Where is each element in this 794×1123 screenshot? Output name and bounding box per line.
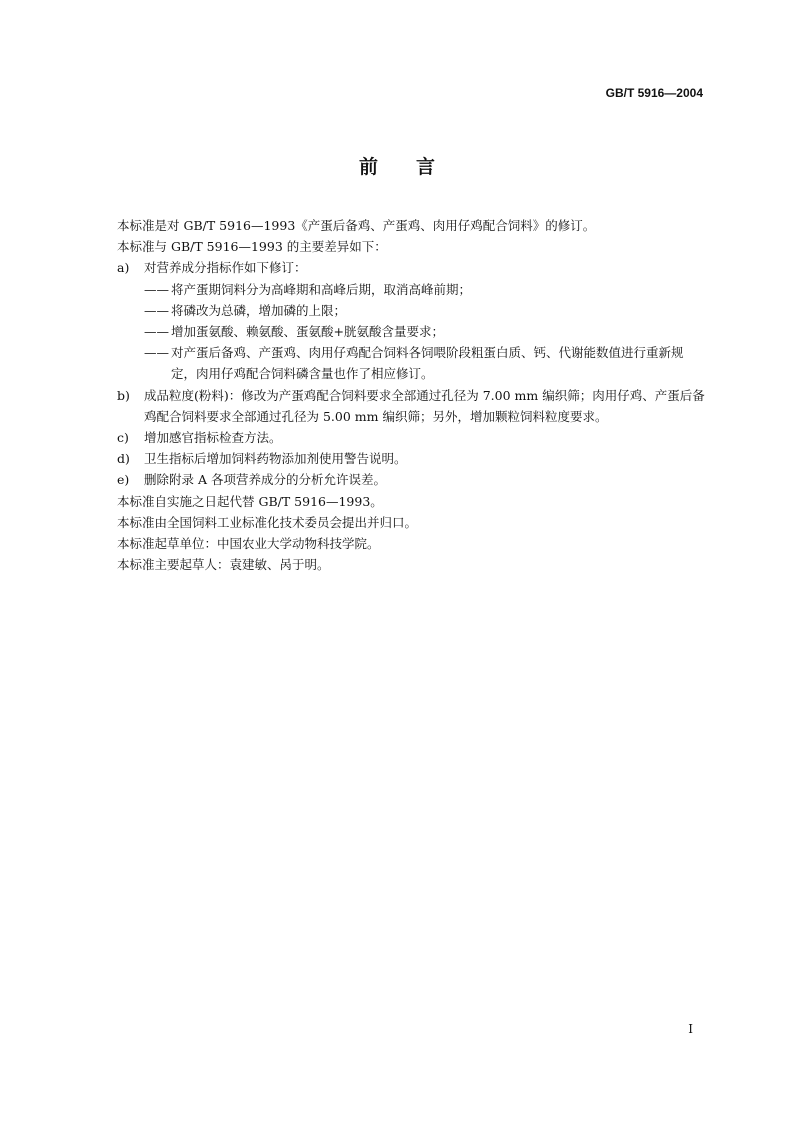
sub-item-3: [117, 321, 705, 342]
list-text-c: 增加感官指标检查方法。: [144, 430, 282, 446]
list-item-d: [117, 448, 705, 469]
list-marker-b: b): [117, 387, 130, 403]
closing-paragraph-2: 本标准由全国饲料工业标准化技术委员会提出并归口。: [117, 514, 418, 530]
list-text-b: 成品粒度(粉料)：修改为产蛋鸡配合饲料要求全部通过孔径为 7.00 mm 编织筛；肉用仔鸡、产蛋后备鸡配合饲料要求全部通过孔径为 5.00 mm 编织筛；另外，增加颗粒饲料粒度要求。: [144, 387, 705, 424]
dash-marker: ——: [144, 345, 169, 361]
sub-item-text: 将磷改为总磷，增加磷的上限；: [171, 302, 347, 318]
list-item-c: [117, 427, 705, 448]
intro-paragraph-1: 本标准是对 GB/T 5916—1993《产蛋后备鸡、产蛋鸡、肉用仔鸡配合饲料》的修订。: [117, 218, 596, 233]
dash-marker: ——: [144, 324, 169, 340]
dash-marker: ——: [144, 302, 169, 318]
sub-item-text: 将产蛋期饲料分为高峰期和高峰后期，取消高峰前期；: [171, 281, 472, 297]
closing-paragraph-3: 本标准起草单位：中国农业大学动物科技学院。: [117, 536, 380, 552]
list-marker-c: c): [117, 430, 129, 446]
list-text-a: 对营养成分指标作如下修订：: [144, 260, 307, 276]
list-item-b: [117, 385, 705, 427]
list-item-e: [117, 469, 705, 490]
sub-item-2: [117, 300, 705, 321]
dash-marker: ——: [144, 281, 169, 297]
standard-number: GB/T 5916—2004: [605, 86, 703, 100]
sub-item-text: 增加蛋氨酸、赖氨酸、蛋氨酸+胱氨酸含量要求；: [171, 324, 444, 340]
sub-item-1: [117, 279, 705, 300]
closing-paragraph-4: 本标准主要起草人：袁建敏、呙于明。: [117, 557, 330, 573]
document-body: [117, 215, 705, 575]
list-marker-d: d): [117, 451, 130, 467]
sub-item-4: [117, 342, 705, 384]
page-number: I: [688, 1022, 693, 1036]
list-item-a: [117, 257, 705, 278]
sub-item-text: 对产蛋后备鸡、产蛋鸡、肉用仔鸡配合饲料各饲喂阶段粗蛋白质、钙、代谢能数值进行重新规定，肉用仔鸡配合饲料磷含量也作了相应修订。: [171, 345, 684, 382]
list-marker-a: a): [117, 260, 130, 276]
page-title: 前言: [358, 156, 473, 178]
intro-paragraph-2: 本标准与 GB/T 5916—1993 的主要差异如下：: [117, 239, 387, 255]
list-text-e: 删除附录 A 各项营养成分的分析允许误差。: [144, 472, 386, 488]
closing-paragraph-1: 本标准自实施之日起代替 GB/T 5916—1993。: [117, 493, 383, 509]
list-marker-e: e): [117, 472, 130, 488]
list-text-d: 卫生指标后增加饲料药物添加剂使用警告说明。: [144, 451, 407, 467]
